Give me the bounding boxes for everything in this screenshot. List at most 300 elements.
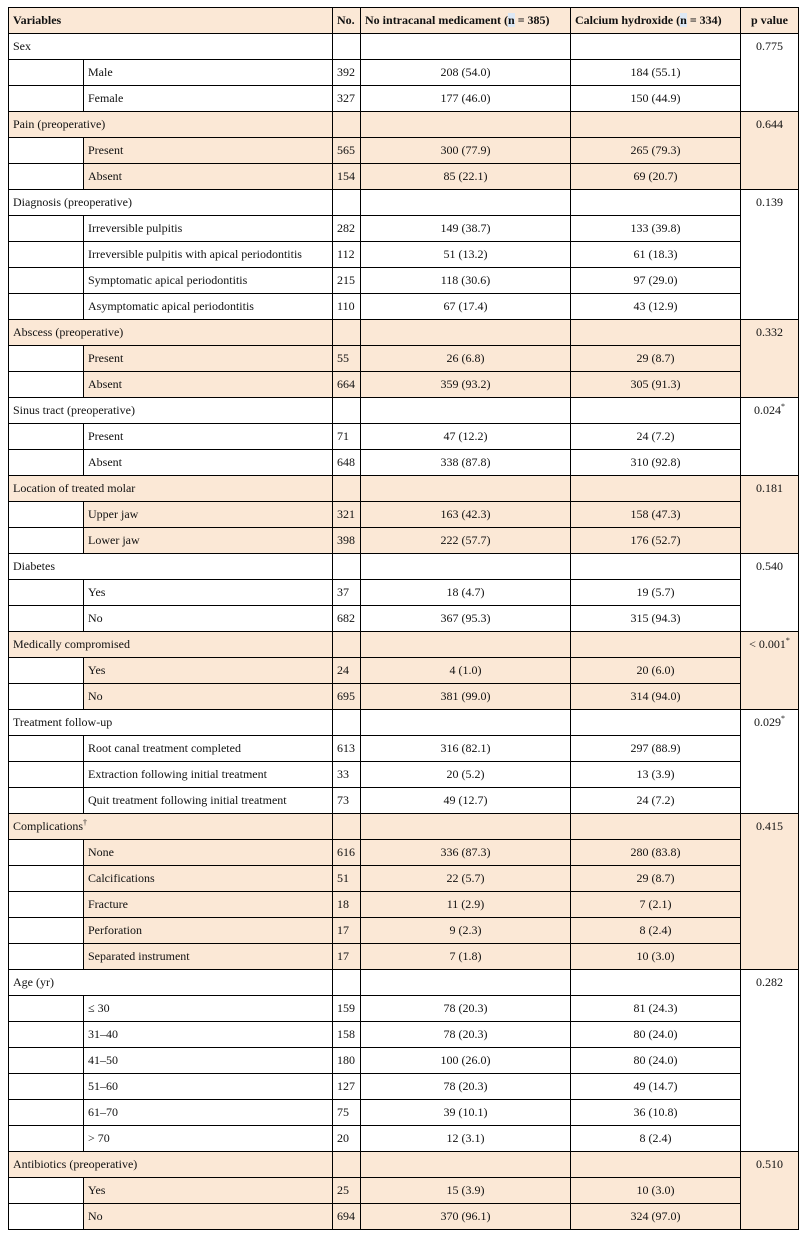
indent-cell [9,1126,84,1152]
row-label: 41–50 [84,1048,333,1074]
table-row [9,1204,799,1230]
table-header-row [9,8,799,34]
row-count: 664 [333,372,361,398]
indent-cell [9,840,84,866]
group-label-cell [9,554,333,580]
row-count: 33 [333,762,361,788]
group-label-cell [9,632,333,658]
row-group2-value: 10 (3.0) [571,944,741,970]
group-label-cell [9,1152,333,1178]
group-header-row [9,970,799,996]
row-count: 18 [333,892,361,918]
group-header-row [9,398,799,424]
header-group2-prefix: Calcium hydroxide ( [575,13,681,27]
empty-cell [361,112,571,138]
header-group1-prefix: No intracanal medicament ( [365,13,508,27]
p-value: 0.139 [756,195,784,209]
empty-cell [361,320,571,346]
results-table [8,7,799,1230]
header-pvalue: p value [741,8,799,34]
empty-cell [361,34,571,60]
table-row [9,86,799,112]
row-group2-value: 8 (2.4) [571,1126,741,1152]
p-value: 0.181 [756,481,784,495]
p-value-cell [741,554,799,632]
table-row [9,268,799,294]
empty-cell [571,1152,741,1178]
row-label: Asymptomatic apical periodontitis [84,294,333,320]
table-row [9,346,799,372]
row-group1-value: 18 (4.7) [361,580,571,606]
table-row [9,242,799,268]
row-group1-value: 67 (17.4) [361,294,571,320]
empty-cell [333,398,361,424]
row-label: None [84,840,333,866]
row-group2-value: 13 (3.9) [571,762,741,788]
empty-cell [333,320,361,346]
indent-cell [9,658,84,684]
row-group1-value: 78 (20.3) [361,1022,571,1048]
row-group2-value: 158 (47.3) [571,502,741,528]
table-row [9,294,799,320]
row-label: Quit treatment following initial treatment [84,788,333,814]
row-group1-value: 163 (42.3) [361,502,571,528]
row-count: 110 [333,294,361,320]
row-group1-value: 51 (13.2) [361,242,571,268]
row-count: 613 [333,736,361,762]
table-row [9,684,799,710]
row-label: Absent [84,164,333,190]
indent-cell [9,996,84,1022]
indent-cell [9,1022,84,1048]
empty-cell [571,34,741,60]
row-count: 327 [333,86,361,112]
header-group2 [571,8,741,34]
row-count: 55 [333,346,361,372]
table-row [9,1048,799,1074]
indent-cell [9,528,84,554]
row-label: No [84,684,333,710]
row-label: Yes [84,580,333,606]
row-count: 158 [333,1022,361,1048]
row-group1-value: 4 (1.0) [361,658,571,684]
table-row [9,1074,799,1100]
row-count: 682 [333,606,361,632]
group-header-row [9,710,799,736]
row-count: 695 [333,684,361,710]
table-row [9,866,799,892]
empty-cell [571,476,741,502]
group-header-row [9,1152,799,1178]
row-count: 25 [333,1178,361,1204]
row-count: 154 [333,164,361,190]
indent-cell [9,580,84,606]
table-row [9,1100,799,1126]
group-label: Treatment follow-up [13,715,113,729]
row-label: Female [84,86,333,112]
group-label-cell [9,476,333,502]
indent-cell [9,918,84,944]
indent-cell [9,60,84,86]
row-group1-value: 11 (2.9) [361,892,571,918]
row-group2-value: 280 (83.8) [571,840,741,866]
row-label: Fracture [84,892,333,918]
row-group1-value: 49 (12.7) [361,788,571,814]
group-header-row [9,476,799,502]
empty-cell [333,190,361,216]
significance-mark: * [781,714,786,723]
row-group2-value: 305 (91.3) [571,372,741,398]
row-group1-value: 15 (3.9) [361,1178,571,1204]
row-group1-value: 20 (5.2) [361,762,571,788]
empty-cell [361,970,571,996]
table-row [9,1178,799,1204]
table-row [9,580,799,606]
indent-cell [9,216,84,242]
row-group1-value: 22 (5.7) [361,866,571,892]
indent-cell [9,1204,84,1230]
p-value: 0.332 [756,325,784,339]
row-count: 398 [333,528,361,554]
empty-cell [571,190,741,216]
row-group2-value: 7 (2.1) [571,892,741,918]
indent-cell [9,86,84,112]
row-group1-value: 222 (57.7) [361,528,571,554]
p-value-cell [741,112,799,190]
indent-cell [9,450,84,476]
row-count: 51 [333,866,361,892]
header-variables: Variables [9,8,333,34]
table-row [9,762,799,788]
indent-cell [9,1074,84,1100]
table-row [9,164,799,190]
empty-cell [571,710,741,736]
table-row [9,216,799,242]
row-group1-value: 39 (10.1) [361,1100,571,1126]
row-label: Yes [84,1178,333,1204]
table-row [9,424,799,450]
table-row [9,138,799,164]
table-row [9,606,799,632]
p-value-cell [741,190,799,320]
empty-cell [571,320,741,346]
row-count: 282 [333,216,361,242]
group-label-cell [9,34,333,60]
row-count: 127 [333,1074,361,1100]
table-row [9,996,799,1022]
group-label: Sinus tract (preoperative) [13,403,135,417]
row-label: Yes [84,658,333,684]
row-label: ≤ 30 [84,996,333,1022]
row-group2-value: 61 (18.3) [571,242,741,268]
indent-cell [9,866,84,892]
group-label-cell [9,710,333,736]
indent-cell [9,606,84,632]
row-count: 20 [333,1126,361,1152]
table-row [9,658,799,684]
group-label: Complications [13,819,83,833]
row-group2-value: 10 (3.0) [571,1178,741,1204]
significance-mark: * [785,636,790,645]
row-label: No [84,606,333,632]
indent-cell [9,164,84,190]
row-group1-value: 370 (96.1) [361,1204,571,1230]
row-group1-value: 100 (26.0) [361,1048,571,1074]
indent-cell [9,502,84,528]
group-header-row [9,190,799,216]
row-group1-value: 78 (20.3) [361,1074,571,1100]
row-count: 75 [333,1100,361,1126]
row-group1-value: 381 (99.0) [361,684,571,710]
row-count: 392 [333,60,361,86]
group-label-cell [9,190,333,216]
row-group2-value: 97 (29.0) [571,268,741,294]
row-group2-value: 184 (55.1) [571,60,741,86]
empty-cell [361,190,571,216]
row-label: Present [84,424,333,450]
row-label: Calcifications [84,866,333,892]
row-count: 694 [333,1204,361,1230]
p-value: 0.282 [756,975,784,989]
row-group1-value: 85 (22.1) [361,164,571,190]
empty-cell [571,632,741,658]
p-value: 0.029 [754,715,782,729]
row-count: 71 [333,424,361,450]
empty-cell [333,554,361,580]
row-label: Separated instrument [84,944,333,970]
row-group1-value: 177 (46.0) [361,86,571,112]
row-group2-value: 81 (24.3) [571,996,741,1022]
group-label-cell [9,112,333,138]
table-row [9,918,799,944]
group-label: Sex [13,39,31,53]
row-group1-value: 149 (38.7) [361,216,571,242]
row-group1-value: 12 (3.1) [361,1126,571,1152]
row-group2-value: 69 (20.7) [571,164,741,190]
row-group1-value: 7 (1.8) [361,944,571,970]
indent-cell [9,788,84,814]
table-row [9,944,799,970]
p-value: 0.510 [756,1157,784,1171]
row-group2-value: 20 (6.0) [571,658,741,684]
header-group1-n: n [508,13,515,27]
row-label: > 70 [84,1126,333,1152]
empty-cell [361,554,571,580]
row-group2-value: 80 (24.0) [571,1022,741,1048]
row-count: 648 [333,450,361,476]
group-header-row [9,112,799,138]
p-value: 0.415 [756,819,784,833]
indent-cell [9,1178,84,1204]
empty-cell [361,1152,571,1178]
row-group2-value: 8 (2.4) [571,918,741,944]
row-label: Irreversible pulpitis [84,216,333,242]
empty-cell [333,632,361,658]
empty-cell [361,710,571,736]
row-count: 565 [333,138,361,164]
row-group2-value: 49 (14.7) [571,1074,741,1100]
row-group2-value: 36 (10.8) [571,1100,741,1126]
indent-cell [9,294,84,320]
group-header-row [9,320,799,346]
row-label: Symptomatic apical periodontitis [84,268,333,294]
row-count: 616 [333,840,361,866]
table-row [9,840,799,866]
p-value: 0.775 [756,39,784,53]
table-row [9,1126,799,1152]
header-group2-n: n [680,13,687,27]
empty-cell [333,970,361,996]
significance-mark: * [781,402,786,411]
empty-cell [333,112,361,138]
row-label: Irreversible pulpitis with apical periodontitis [84,242,333,268]
row-label: Absent [84,450,333,476]
row-group2-value: 133 (39.8) [571,216,741,242]
group-header-row [9,814,799,840]
row-group2-value: 29 (8.7) [571,346,741,372]
group-label-cell [9,398,333,424]
indent-cell [9,944,84,970]
empty-cell [361,814,571,840]
p-value-cell [741,476,799,554]
indent-cell [9,762,84,788]
table-body [9,34,799,1230]
header-group2-suffix: = 334) [686,13,722,27]
empty-cell [333,476,361,502]
empty-cell [333,814,361,840]
table-row [9,528,799,554]
group-label: Pain (preoperative) [13,117,106,131]
row-label: Upper jaw [84,502,333,528]
table-row [9,1022,799,1048]
table-row [9,788,799,814]
empty-cell [571,970,741,996]
row-group1-value: 118 (30.6) [361,268,571,294]
p-value-cell [741,320,799,398]
row-label: 31–40 [84,1022,333,1048]
row-group1-value: 78 (20.3) [361,996,571,1022]
row-label: 51–60 [84,1074,333,1100]
row-group1-value: 359 (93.2) [361,372,571,398]
row-group2-value: 314 (94.0) [571,684,741,710]
row-group2-value: 297 (88.9) [571,736,741,762]
p-value-cell [741,814,799,970]
p-value-cell [741,970,799,1152]
row-label: 61–70 [84,1100,333,1126]
table-row [9,736,799,762]
table-row [9,60,799,86]
p-value-cell [741,1152,799,1230]
group-header-row [9,632,799,658]
empty-cell [571,112,741,138]
empty-cell [361,632,571,658]
table-row [9,502,799,528]
row-group1-value: 47 (12.2) [361,424,571,450]
row-count: 17 [333,918,361,944]
row-group2-value: 43 (12.9) [571,294,741,320]
row-label: Lower jaw [84,528,333,554]
row-label: Perforation [84,918,333,944]
row-count: 215 [333,268,361,294]
p-value: 0.024 [754,403,782,417]
empty-cell [571,554,741,580]
row-count: 37 [333,580,361,606]
empty-cell [571,398,741,424]
group-label: Abscess (preoperative) [13,325,124,339]
row-group2-value: 176 (52.7) [571,528,741,554]
group-header-row [9,554,799,580]
empty-cell [333,710,361,736]
indent-cell [9,346,84,372]
row-count: 73 [333,788,361,814]
table-row [9,372,799,398]
row-label: Root canal treatment completed [84,736,333,762]
header-group1-suffix: = 385) [514,13,550,27]
row-count: 180 [333,1048,361,1074]
group-label: Medically compromised [13,637,130,651]
table-row [9,892,799,918]
row-group2-value: 310 (92.8) [571,450,741,476]
row-label: Present [84,346,333,372]
indent-cell [9,736,84,762]
p-value: 0.644 [756,117,784,131]
row-group1-value: 338 (87.8) [361,450,571,476]
indent-cell [9,424,84,450]
group-label: Age (yr) [13,975,54,989]
row-label: Absent [84,372,333,398]
p-value-cell [741,632,799,710]
footnote-mark: † [83,818,87,827]
indent-cell [9,242,84,268]
indent-cell [9,372,84,398]
row-group1-value: 336 (87.3) [361,840,571,866]
row-group1-value: 316 (82.1) [361,736,571,762]
row-label: Male [84,60,333,86]
row-group1-value: 367 (95.3) [361,606,571,632]
row-group1-value: 208 (54.0) [361,60,571,86]
row-group2-value: 265 (79.3) [571,138,741,164]
header-group1 [361,8,571,34]
group-label-cell [9,320,333,346]
row-group1-value: 300 (77.9) [361,138,571,164]
row-label: Extraction following initial treatment [84,762,333,788]
group-label: Diagnosis (preoperative) [13,195,132,209]
p-value: < 0.001 [749,637,786,651]
row-group2-value: 24 (7.2) [571,424,741,450]
row-group2-value: 29 (8.7) [571,866,741,892]
indent-cell [9,1100,84,1126]
empty-cell [571,814,741,840]
p-value: 0.540 [756,559,784,573]
row-group2-value: 324 (97.0) [571,1204,741,1230]
header-no: No. [333,8,361,34]
p-value-cell [741,710,799,814]
group-label: Location of treated molar [13,481,136,495]
indent-cell [9,684,84,710]
group-label: Diabetes [13,559,55,573]
row-group2-value: 24 (7.2) [571,788,741,814]
row-label: No [84,1204,333,1230]
indent-cell [9,138,84,164]
empty-cell [333,34,361,60]
group-label: Antibiotics (preoperative) [13,1157,138,1171]
row-group2-value: 19 (5.7) [571,580,741,606]
row-count: 112 [333,242,361,268]
row-group1-value: 9 (2.3) [361,918,571,944]
group-header-row [9,34,799,60]
p-value-cell [741,398,799,476]
indent-cell [9,268,84,294]
